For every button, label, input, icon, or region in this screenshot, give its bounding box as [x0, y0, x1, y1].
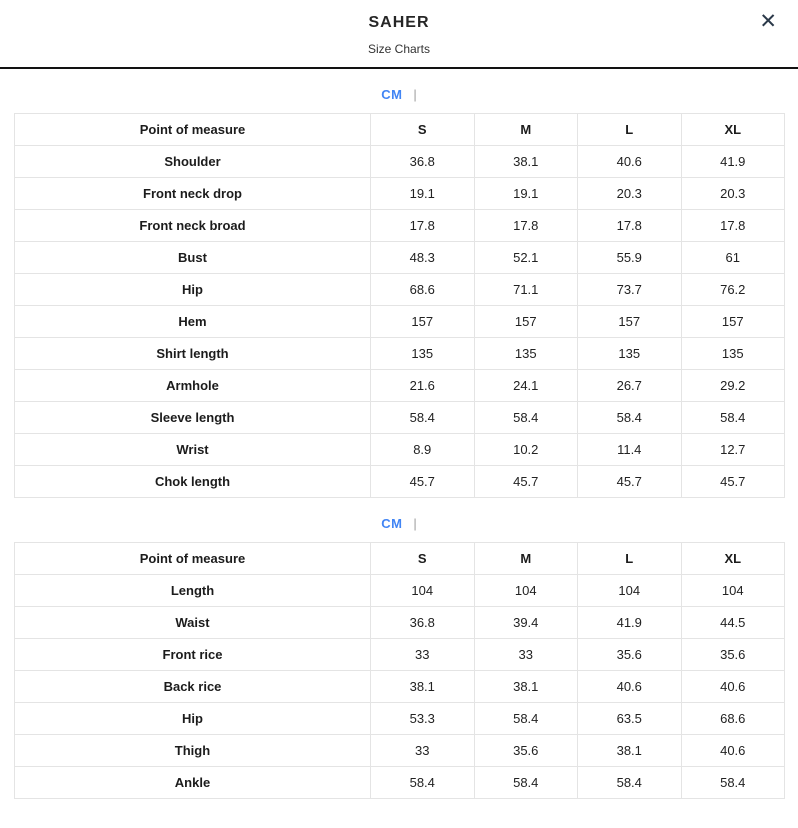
- row-label: Shoulder: [15, 146, 371, 178]
- column-header: S: [371, 543, 475, 575]
- cell-value: 45.7: [371, 466, 475, 498]
- cell-value: 73.7: [578, 274, 682, 306]
- cell-value: 33: [371, 735, 475, 767]
- cell-value: 58.4: [371, 767, 475, 799]
- cell-value: 40.6: [681, 671, 785, 703]
- cell-value: 44.5: [681, 607, 785, 639]
- cell-value: 35.6: [681, 639, 785, 671]
- cell-value: 104: [474, 575, 578, 607]
- cell-value: 41.9: [681, 146, 785, 178]
- table-row: [15, 639, 785, 671]
- cell-value: 58.4: [474, 402, 578, 434]
- unit-cm-toggle[interactable]: CM: [381, 87, 403, 102]
- cell-value: 52.1: [474, 242, 578, 274]
- unit-separator: |: [413, 87, 417, 102]
- cell-value: 17.8: [681, 210, 785, 242]
- cell-value: 39.4: [474, 607, 578, 639]
- cell-value: 48.3: [371, 242, 475, 274]
- table-row: [15, 306, 785, 338]
- cell-value: 33: [371, 639, 475, 671]
- cell-value: 68.6: [371, 274, 475, 306]
- cell-value: 58.4: [474, 703, 578, 735]
- row-label: Bust: [15, 242, 371, 274]
- cell-value: 21.6: [371, 370, 475, 402]
- cell-value: 45.7: [578, 466, 682, 498]
- cell-value: 38.1: [371, 671, 475, 703]
- row-label: Front neck drop: [15, 178, 371, 210]
- cell-value: 157: [681, 306, 785, 338]
- row-label: Sleeve length: [15, 402, 371, 434]
- cell-value: 40.6: [578, 671, 682, 703]
- unit-cm-toggle[interactable]: CM: [381, 516, 403, 531]
- cell-value: 71.1: [474, 274, 578, 306]
- column-header: M: [474, 543, 578, 575]
- table-row: [15, 575, 785, 607]
- column-header: XL: [681, 543, 785, 575]
- column-header: L: [578, 543, 682, 575]
- cell-value: 17.8: [474, 210, 578, 242]
- unit-toggle-row-1: [0, 87, 798, 103]
- column-header: Point of measure: [15, 114, 371, 146]
- row-label: Back rice: [15, 671, 371, 703]
- cell-value: 76.2: [681, 274, 785, 306]
- unit-separator: |: [413, 516, 417, 531]
- cell-value: 104: [371, 575, 475, 607]
- table-row: [15, 671, 785, 703]
- cell-value: 19.1: [474, 178, 578, 210]
- cell-value: 33: [474, 639, 578, 671]
- row-label: Length: [15, 575, 371, 607]
- cell-value: 38.1: [578, 735, 682, 767]
- cell-value: 55.9: [578, 242, 682, 274]
- cell-value: 135: [371, 338, 475, 370]
- page-title: SAHER: [368, 14, 430, 31]
- cell-value: 157: [578, 306, 682, 338]
- cell-value: 40.6: [578, 146, 682, 178]
- cell-value: 45.7: [474, 466, 578, 498]
- row-label: Thigh: [15, 735, 371, 767]
- page-subtitle: Size Charts: [367, 42, 431, 56]
- close-icon[interactable]: ✕: [755, 8, 781, 36]
- cell-value: 157: [371, 306, 475, 338]
- cell-value: 58.4: [578, 767, 682, 799]
- size-table-top: [14, 113, 785, 498]
- table-row: [15, 274, 785, 306]
- cell-value: 29.2: [681, 370, 785, 402]
- cell-value: 36.8: [371, 607, 475, 639]
- cell-value: 135: [681, 338, 785, 370]
- cell-value: 68.6: [681, 703, 785, 735]
- table-row: [15, 146, 785, 178]
- row-label: Chok length: [15, 466, 371, 498]
- cell-value: 53.3: [371, 703, 475, 735]
- table-row: [15, 434, 785, 466]
- cell-value: 38.1: [474, 146, 578, 178]
- table-row: [15, 767, 785, 799]
- table-row: [15, 210, 785, 242]
- cell-value: 135: [474, 338, 578, 370]
- cell-value: 135: [578, 338, 682, 370]
- row-label: Hip: [15, 703, 371, 735]
- table-header-row: [15, 543, 785, 575]
- row-label: Hip: [15, 274, 371, 306]
- cell-value: 58.4: [681, 767, 785, 799]
- cell-value: 8.9: [371, 434, 475, 466]
- row-label: Shirt length: [15, 338, 371, 370]
- cell-value: 63.5: [578, 703, 682, 735]
- cell-value: 45.7: [681, 466, 785, 498]
- row-label: Front neck broad: [15, 210, 371, 242]
- cell-value: 36.8: [371, 146, 475, 178]
- cell-value: 35.6: [578, 639, 682, 671]
- cell-value: 20.3: [681, 178, 785, 210]
- size-table-bottom: [14, 542, 785, 799]
- table-row: [15, 338, 785, 370]
- row-label: Front rice: [15, 639, 371, 671]
- cell-value: 17.8: [371, 210, 475, 242]
- cell-value: 58.4: [681, 402, 785, 434]
- cell-value: 58.4: [371, 402, 475, 434]
- unit-toggle-row-2: [0, 516, 798, 532]
- table-row: [15, 466, 785, 498]
- column-header: M: [474, 114, 578, 146]
- cell-value: 41.9: [578, 607, 682, 639]
- cell-value: 12.7: [681, 434, 785, 466]
- table-row: [15, 735, 785, 767]
- row-label: Armhole: [15, 370, 371, 402]
- table-row: [15, 607, 785, 639]
- cell-value: 61: [681, 242, 785, 274]
- column-header: XL: [681, 114, 785, 146]
- row-label: Hem: [15, 306, 371, 338]
- table-row: [15, 402, 785, 434]
- cell-value: 157: [474, 306, 578, 338]
- cell-value: 104: [578, 575, 682, 607]
- size-chart-header: [0, 0, 798, 69]
- table-row: [15, 370, 785, 402]
- cell-value: 104: [681, 575, 785, 607]
- cell-value: 20.3: [578, 178, 682, 210]
- cell-value: 19.1: [371, 178, 475, 210]
- row-label: Waist: [15, 607, 371, 639]
- cell-value: 11.4: [578, 434, 682, 466]
- table-row: [15, 703, 785, 735]
- table-row: [15, 178, 785, 210]
- row-label: Wrist: [15, 434, 371, 466]
- table-header-row: [15, 114, 785, 146]
- row-label: Ankle: [15, 767, 371, 799]
- column-header: Point of measure: [15, 543, 371, 575]
- cell-value: 35.6: [474, 735, 578, 767]
- cell-value: 10.2: [474, 434, 578, 466]
- cell-value: 40.6: [681, 735, 785, 767]
- cell-value: 26.7: [578, 370, 682, 402]
- table-row: [15, 242, 785, 274]
- cell-value: 38.1: [474, 671, 578, 703]
- cell-value: 17.8: [578, 210, 682, 242]
- cell-value: 58.4: [474, 767, 578, 799]
- column-header: L: [578, 114, 682, 146]
- cell-value: 58.4: [578, 402, 682, 434]
- column-header: S: [371, 114, 475, 146]
- cell-value: 24.1: [474, 370, 578, 402]
